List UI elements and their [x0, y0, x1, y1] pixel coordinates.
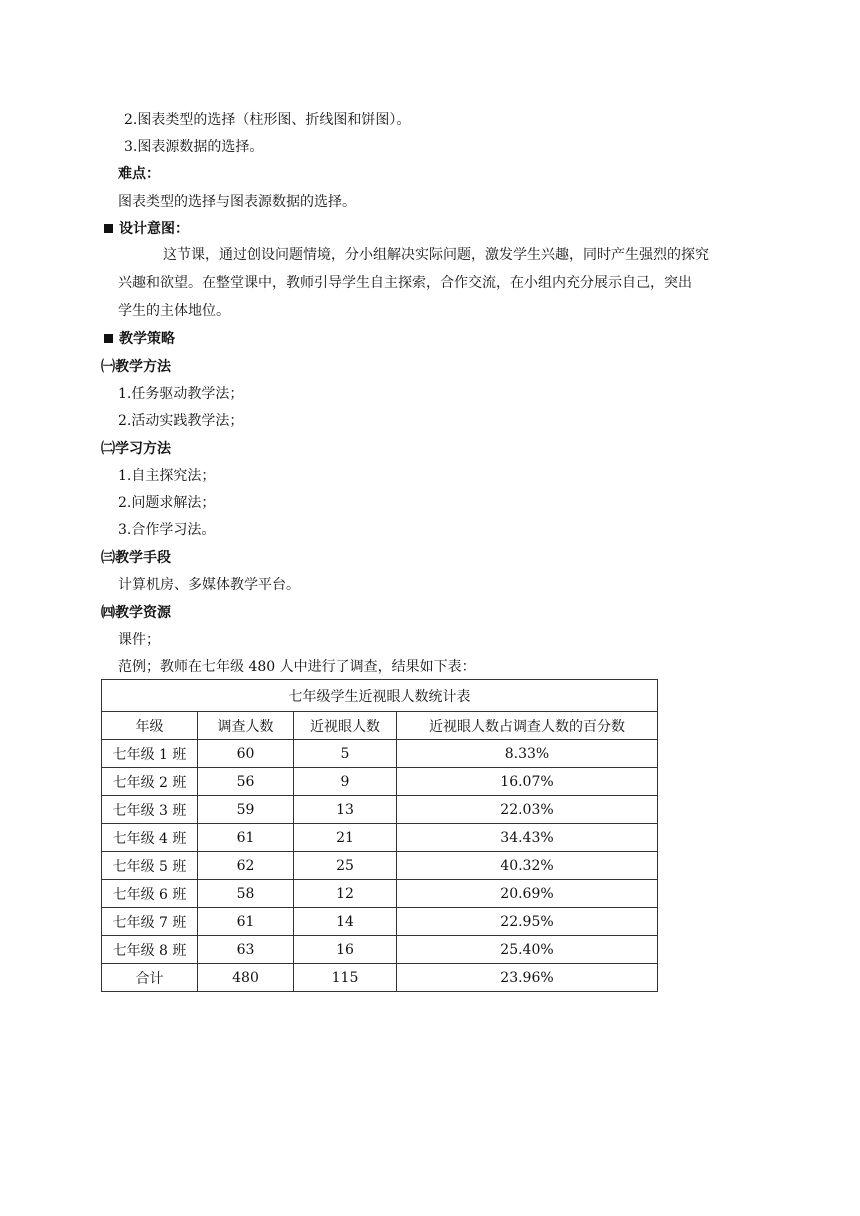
- cell-surveyed: 63: [198, 936, 294, 964]
- header-surveyed: 调查人数: [198, 712, 294, 740]
- table-caption-row: [102, 680, 658, 712]
- design-heading-label: 设计意图：: [119, 221, 189, 237]
- cell-myopic: 5: [294, 740, 397, 768]
- table-row: [102, 796, 658, 824]
- learn-heading: ㈡学习方法: [101, 441, 171, 457]
- table-row: [102, 768, 658, 796]
- table-row: [102, 824, 658, 852]
- table-row: [102, 740, 658, 768]
- cell-percent: 23.96%: [397, 964, 658, 992]
- cell-surveyed: 61: [198, 908, 294, 936]
- cell-myopic: 16: [294, 936, 397, 964]
- cell-surveyed: 61: [198, 824, 294, 852]
- cell-surveyed: 58: [198, 880, 294, 908]
- cell-myopic: 13: [294, 796, 397, 824]
- design-paragraph-line-2: 兴趣和欲望。在整堂课中，教师引导学生自主探索，合作交流，在小组内充分展示自己，突出: [118, 275, 692, 291]
- means-heading: ㈢教学手段: [101, 550, 171, 566]
- cell-percent: 16.07%: [397, 768, 658, 796]
- table-row: [102, 936, 658, 964]
- difficulty-item-3: 3.图表源数据的选择。: [124, 139, 264, 155]
- header-percent: 近视眼人数占调查人数的百分数: [397, 712, 658, 740]
- table-caption: 七年级学生近视眼人数统计表: [102, 680, 658, 712]
- cell-myopic: 9: [294, 768, 397, 796]
- cell-surveyed: 60: [198, 740, 294, 768]
- learn-item-3: 3.合作学习法。: [118, 522, 216, 538]
- strategy-heading-label: 教学策略: [119, 331, 175, 347]
- square-bullet-icon: [104, 334, 113, 343]
- means-text: 计算机房、多媒体教学平台。: [118, 577, 300, 593]
- cell-percent: 25.40%: [397, 936, 658, 964]
- myopia-stats-table: [101, 679, 658, 992]
- table-total-row: [102, 964, 658, 992]
- header-myopic: 近视眼人数: [294, 712, 397, 740]
- cell-myopic: 21: [294, 824, 397, 852]
- header-grade: 年级: [102, 712, 198, 740]
- cell-surveyed: 62: [198, 852, 294, 880]
- resource-heading: ㈣教学资源: [101, 605, 171, 621]
- cell-grade: 七年级 3 班: [102, 796, 198, 824]
- cell-grade: 七年级 6 班: [102, 880, 198, 908]
- cell-myopic: 12: [294, 880, 397, 908]
- cell-myopic: 14: [294, 908, 397, 936]
- cell-percent: 22.03%: [397, 796, 658, 824]
- strategy-heading: [104, 329, 175, 349]
- cell-myopic: 25: [294, 852, 397, 880]
- square-bullet-icon: [104, 224, 113, 233]
- cell-surveyed: 59: [198, 796, 294, 824]
- cell-grade: 七年级 4 班: [102, 824, 198, 852]
- cell-percent: 8.33%: [397, 740, 658, 768]
- cell-percent: 34.43%: [397, 824, 658, 852]
- table-row: [102, 852, 658, 880]
- learn-item-1: 1.自主探究法；: [118, 468, 216, 484]
- cell-myopic: 115: [294, 964, 397, 992]
- cell-grade: 七年级 2 班: [102, 768, 198, 796]
- resource-item-1: 课件；: [118, 632, 160, 648]
- cell-percent: 40.32%: [397, 852, 658, 880]
- resource-item-2: 范例；教师在七年级 480 人中进行了调查，结果如下表：: [118, 659, 476, 675]
- design-heading: [104, 219, 189, 239]
- cell-grade: 七年级 1 班: [102, 740, 198, 768]
- cell-surveyed: 56: [198, 768, 294, 796]
- design-paragraph-line-3: 学生的主体地位。: [118, 303, 230, 319]
- table-row: [102, 880, 658, 908]
- nandian-text: 图表类型的选择与图表源数据的选择。: [118, 194, 356, 210]
- method-heading: ㈠教学方法: [101, 359, 171, 375]
- table-header-row: [102, 712, 658, 740]
- method-item-1: 1.任务驱动教学法；: [118, 386, 244, 402]
- cell-grade: 七年级 5 班: [102, 852, 198, 880]
- table-row: [102, 908, 658, 936]
- cell-grade: 七年级 7 班: [102, 908, 198, 936]
- learn-item-2: 2.问题求解法；: [118, 495, 216, 511]
- nandian-heading: 难点：: [118, 166, 160, 182]
- cell-percent: 20.69%: [397, 880, 658, 908]
- difficulty-item-2: 2.图表类型的选择（柱形图、折线图和饼图）。: [124, 112, 411, 128]
- method-item-2: 2.活动实践教学法；: [118, 413, 244, 429]
- cell-grade: 合计: [102, 964, 198, 992]
- design-paragraph-line-1: 这节课，通过创设问题情境，分小组解决实际问题，激发学生兴趣，同时产生强烈的探究: [163, 247, 709, 263]
- cell-surveyed: 480: [198, 964, 294, 992]
- cell-grade: 七年级 8 班: [102, 936, 198, 964]
- cell-percent: 22.95%: [397, 908, 658, 936]
